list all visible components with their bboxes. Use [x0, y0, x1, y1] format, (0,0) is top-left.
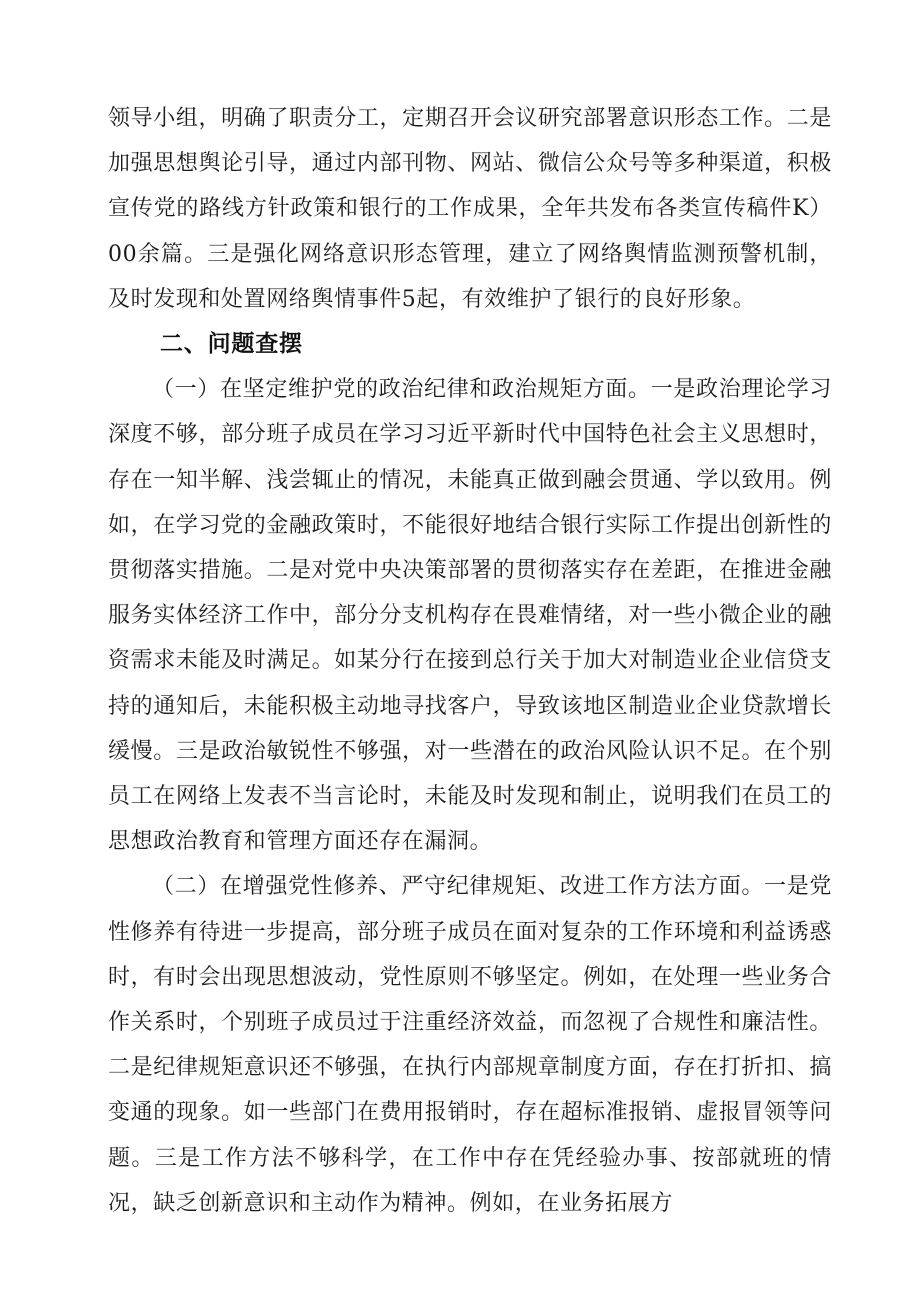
section-heading: 二、问题查摆	[160, 331, 303, 358]
paragraph-item-two: （二）在增强党性修养、严守纪律规矩、改进工作方法方面。一是党性修养有待进一步提高，部分班子成员在面对复杂的工作环境和利益诱惑时，有时会出现思想波动，党性原则不够坚定。例如，在处理一些业务合作关系时，个别班子成员过于注重经济效益，而忽视了合规性和廉洁性。二是纪律规矩意识还不够强，在执行内部规章制度方面，存在打折扣、搞变通的现象。如一些部门在费用报销时，存在超标准报销、虚报冒领等问题。三是工作方法不够科学，在工作中存在凭经验办事、按部就班的情况，缺乏创新意识和主动作为精神。例如，在业务拓展方	[108, 874, 832, 1216]
paragraph-intro-continuation: 领导小组，明确了职责分工，定期召开会议研究部署意识形态工作。二是加强思想舆论引导，通过内部刊物、网站、微信公众号等多种渠道，积极宣传党的路线方针政策和银行的工作成果，全年共发布各类宣传稿件K）00余篇。三是强化网络意识形态管理，建立了网络舆情监测预警机制，及时发现和处置网络舆情事件5起，有效维护了银行的良好形象。	[108, 106, 832, 312]
paragraph-item-one: （一）在坚定维护党的政治纪律和政治规矩方面。一是政治理论学习深度不够，部分班子成员在学习习近平新时代中国特色社会主义思想时，存在一知半解、浅尝辄止的情况，未能真正做到融会贯通、学以致用。例如，在学习党的金融政策时，不能很好地结合银行实际工作提出创新性的贯彻落实措施。二是对党中央决策部署的贯彻落实存在差距，在推进金融服务实体经济工作中，部分分支机构存在畏难情绪，对一些小微企业的融资需求未能及时满足。如某分行在接到总行关于加大对制造业企业信贷支持的通知后，未能积极主动地寻找客户，导致该地区制造业企业贷款增长缓慢。三是政治敏锐性不够强，对一些潜在的政治风险认识不足。在个别员工在网络上发表不当言论时，未能及时发现和制止，说明我们在员工的思想政治教育和管理方面还存在漏洞。	[108, 377, 832, 855]
document-body	[108, 96, 832, 1226]
